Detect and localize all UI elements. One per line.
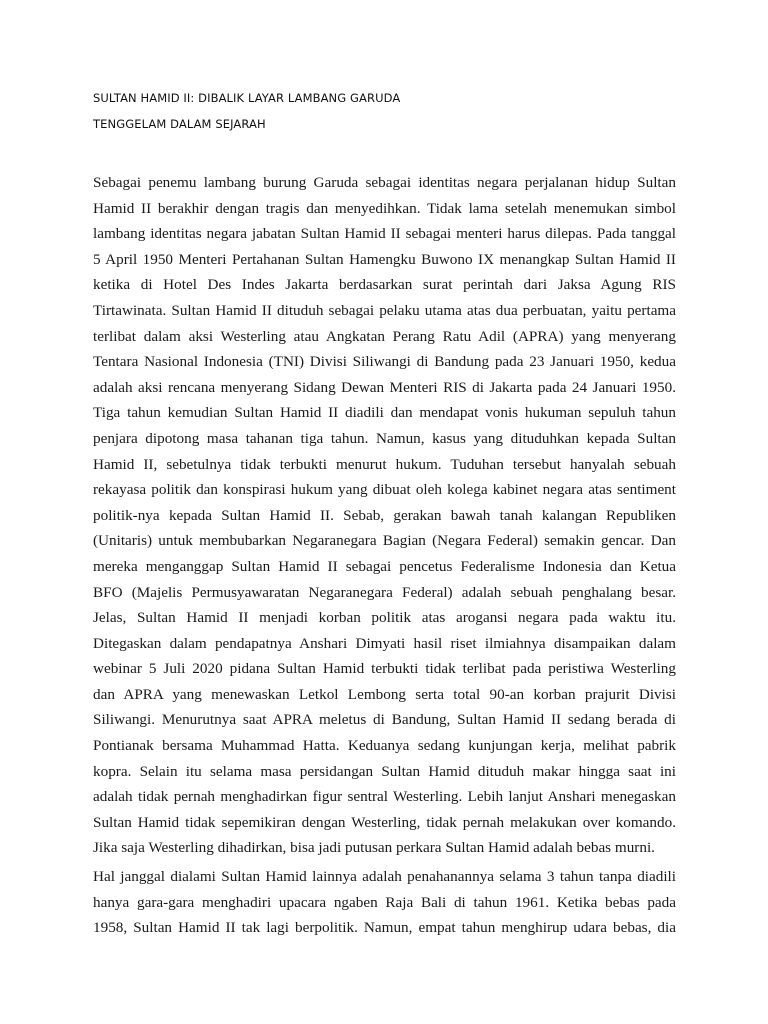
paragraph-line: Hamid II berakhir dengan tragis dan menyedihkan. Tidak lama setelah menemukan simbol — [93, 199, 676, 217]
paragraph-line: webinar 5 Juli 2020 pidana Sultan Hamid terbukti tidak terlibat pada peristiwa Westerling — [93, 660, 676, 678]
paragraph-line: rekayasa politik dan konspirasi hukum yang dibuat oleh kolega kabinet negara atas sentiment — [93, 481, 676, 499]
paragraph-line: Tentara Nasional Indonesia (TNI) Divisi Siliwangi di Bandung pada 23 Januari 1950, kedua — [93, 353, 676, 371]
paragraph-line: Siliwangi. Menurutnya saat APRA meletus di Bandung, Sultan Hamid II sedang berada di — [93, 711, 676, 729]
paragraph-line: Ditegaskan dalam pendapatnya Anshari Dimyati hasil riset ilmiahnya disampaikan dalam — [93, 634, 676, 652]
paragraph-line: Hal janggal dialami Sultan Hamid lainnya adalah penahanannya selama 3 tahun tanpa diadili — [93, 868, 676, 885]
paragraph-line: kopra. Selain itu selama masa persidangan Sultan Hamid dituduh makar hingga saat ini — [93, 762, 676, 780]
document-title: SULTAN HAMID II: DIBALIK LAYAR LAMBANG GARUDA — [93, 91, 401, 105]
paragraph-line: 1958, Sultan Hamid II tak lagi berpolitik. Namun, empat tahun menghirup udara bebas, dia — [93, 919, 676, 937]
paragraph-line: Pontianak bersama Muhammad Hatta. Keduanya sedang kunjungan kerja, melihat pabrik — [93, 737, 676, 755]
paragraph-line: Sultan Hamid tidak sepemikiran dengan Westerling, tidak pernah melakukan over komando. — [93, 813, 676, 831]
paragraph-line: BFO (Majelis Permusyawaratan Negaranegara Federal) adalah sebuah penghalang besar. — [93, 583, 676, 601]
paragraph-2 — [93, 864, 676, 941]
paragraph-line: mereka menganggap Sultan Hamid II sebagai pencetus Federalisme Indonesia dan Ketua — [93, 557, 676, 575]
paragraph-line: Jika saja Westerling dihadirkan, bisa jadi putusan perkara Sultan Hamid adalah bebas murni. — [93, 839, 655, 857]
paragraph-line: terlibat dalam aksi Westerling atau Angkatan Perang Ratu Adil (APRA) yang menyerang — [93, 327, 676, 345]
paragraph-line: (Unitaris) untuk membubarkan Negaranegara Bagian (Negara Federal) semakin gencar. Dan — [93, 532, 676, 550]
paragraph-line: adalah aksi rencana menyerang Sidang Dewan Menteri RIS di Jakarta pada 24 Januari 1950. — [93, 378, 676, 396]
paragraph-line: Jelas, Sultan Hamid II menjadi korban politik atas arogansi negara pada waktu itu. — [93, 609, 676, 627]
paragraph-line: politik-nya kepada Sultan Hamid II. Sebab, gerakan bawah tanah kalangan Republiken — [93, 506, 676, 524]
paragraph-line: Tiga tahun kemudian Sultan Hamid II diadili dan mendapat vonis hukuman sepuluh tahun — [93, 404, 676, 422]
paragraph-line: adalah tidak pernah menghadirkan figur sentral Westerling. Lebih lanjut Anshari menegaskan — [93, 788, 676, 806]
paragraph-line: hanya gara-gara menghadiri upacara ngaben Raja Bali di tahun 1961. Ketika bebas pada — [93, 893, 676, 911]
paragraph-line: dan APRA yang menewaskan Letkol Lembong serta total 90-an korban prajurit Divisi — [93, 685, 676, 703]
paragraph-line: Hamid II, sebetulnya tidak terbukti menurut hukum. Tuduhan tersebut hanyalah sebuah — [93, 455, 676, 473]
paragraph-line: Sebagai penemu lambang burung Garuda sebagai identitas negara perjalanan hidup Sultan — [93, 174, 676, 191]
paragraph-line: 5 April 1950 Menteri Pertahanan Sultan Hamengku Buwono IX menangkap Sultan Hamid II — [93, 250, 676, 268]
paragraph-line: ketika di Hotel Des Indes Jakarta berdasarkan surat perintah dari Jaksa Agung RIS — [93, 276, 676, 294]
paragraph-line: lambang identitas negara jabatan Sultan Hamid II sebagai menteri harus dilepas. Pada tanggal — [93, 225, 676, 243]
paragraph-1 — [93, 170, 676, 861]
paragraph-line: Tirtawinata. Sultan Hamid II dituduh sebagai pelaku utama atas dua perbuatan, yaitu pertama — [93, 301, 676, 319]
paragraph-line: penjara dipotong masa tahanan tiga tahun. Namun, kasus yang dituduhkan kepada Sultan — [93, 429, 676, 447]
document-subtitle: TENGGELAM DALAM SEJARAH — [93, 117, 266, 131]
